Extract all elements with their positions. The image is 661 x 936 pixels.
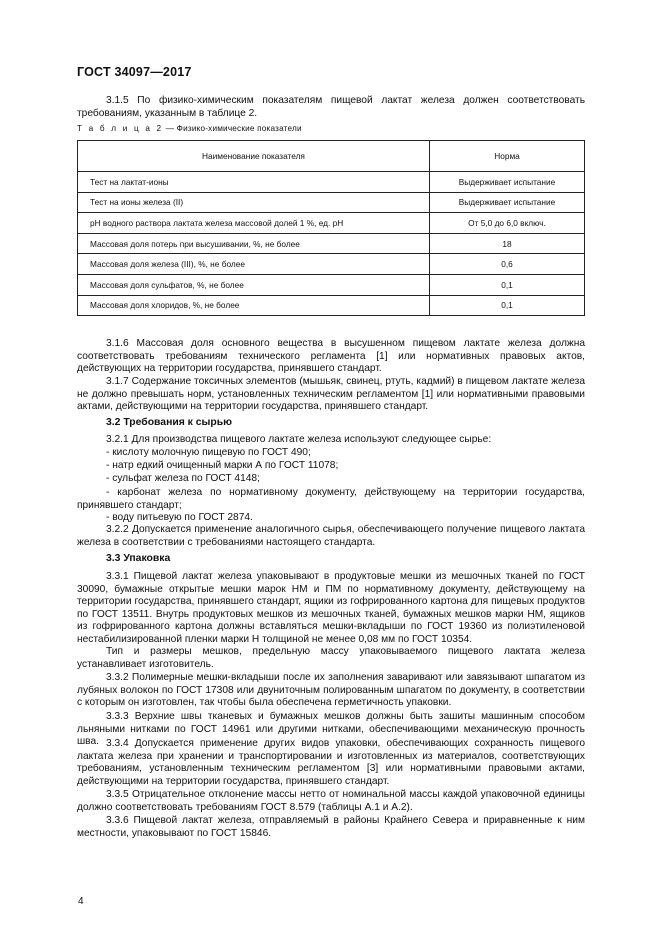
norm-cell: Выдерживает испытание <box>430 172 585 193</box>
section-heading-3-3: 3.3 Упаковка <box>106 553 171 564</box>
paragraph-3-1-6: 3.1.6 Массовая доля основного вещества в высушенном пищевом лактате железа должна соответствовать требованиям технического регламента [1] или нормативных правовых актов, действующих на территории государства, принявшего стандарт. <box>77 338 585 375</box>
list-item: - сульфат железа по ГОСТ 4148; <box>106 473 260 484</box>
list-item: - натр едкий очищенный марки А по ГОСТ 11078; <box>106 460 339 471</box>
norm-cell: 0,1 <box>430 295 585 316</box>
table-caption <box>77 124 302 133</box>
paragraph-3-3-5: 3.3.5 Отрицательное отклонение массы нетто от номинальной массы каждой упаковочной единицы должно соответствовать требованиям ГОСТ 8.579 (таблицы А.1 и А.2). <box>77 789 585 813</box>
table-row <box>78 192 585 213</box>
header-norm: Норма <box>430 141 585 172</box>
page-number: 4 <box>78 896 84 907</box>
table-header-row <box>78 141 585 172</box>
table-caption-prefix: Т а б л и ц а 2 <box>77 124 164 133</box>
table-row <box>78 274 585 295</box>
norm-cell: 0,1 <box>430 274 585 295</box>
norm-cell: 0,6 <box>430 254 585 275</box>
table-caption-text: — Физико-химические показатели <box>163 124 302 133</box>
document-header: ГОСТ 34097—2017 <box>77 65 192 79</box>
indicator-cell: Массовая доля сульфатов, %, не более <box>78 274 430 295</box>
list-item: - карбонат железа по нормативному документу, действующему на территории государства, принявшего стандарт; <box>77 487 585 511</box>
paragraph-3-2-2: 3.2.2 Допускается применение аналогичного сырья, обеспечивающего получение пищевого лактата железа в соответствии с требованиями настоящего стандарта. <box>77 524 585 548</box>
norm-cell: 18 <box>430 233 585 254</box>
paragraph-3-3-1-b: Тип и размеры мешков, предельную массу упаковываемого пищевого лактата железа устанавливает изготовитель. <box>77 646 585 670</box>
indicator-cell: Массовая доля хлоридов, %, не более <box>78 295 430 316</box>
indicator-cell: Тест на лактат-ионы <box>78 172 430 193</box>
table-row <box>78 213 585 234</box>
section-heading-3-2: 3.2 Требования к сырью <box>106 417 233 428</box>
paragraph-3-3-2: 3.3.2 Полимерные мешки-вкладыши после их заполнения заваривают или завязывают шпагатом из лубяных волокон по ГОСТ 17308 или двуниточным полированным шпагатом по документу, в соответствии с которым он изготовлен, так чтобы была обеспечена герметичность упаковки. <box>77 672 585 709</box>
physico-chemical-table <box>77 140 585 316</box>
indicator-cell: рН водного раствора лактата железа массовой долей 1 %, ед. рН <box>78 213 430 234</box>
table-row <box>78 295 585 316</box>
norm-cell: От 5,0 до 6,0 включ. <box>430 213 585 234</box>
paragraph-3-1-5: 3.1.5 По физико-химическим показателям пищевой лактат железа должен соответствовать требованиям, указанным в таблице 2. <box>77 95 585 119</box>
norm-cell: Выдерживает испытание <box>430 192 585 213</box>
paragraph-3-3-6: 3.3.6 Пищевой лактат железа, отправляемый в районы Крайнего Севера и приравненные к ним местности, упаковывают по ГОСТ 15846. <box>77 815 585 839</box>
indicator-cell: Массовая доля железа (III), %, не более <box>78 254 430 275</box>
paragraph-3-3-4: 3.3.4 Допускается применение других видов упаковки, обеспечивающих сохранность пищевого лактата железа при хранении и транспортировании и изготовленных из материалов, соответствующих требованиям, установленным техническим регламентом [3] или нормативными правовыми актами, действующими на территории государства, принявшего стандарт. <box>77 738 585 787</box>
paragraph-3-2-1: 3.2.1 Для производства пищевого лактате железа используют следующее сырье: <box>106 434 492 445</box>
indicator-cell: Массовая доля потерь при высушивании, %, не более <box>78 233 430 254</box>
paragraph-3-3-1: 3.3.1 Пищевой лактат железа упаковывают в продуктовые мешки из мешочных тканей по ГОСТ 30090, бумажные открытые мешки марок НМ и ПМ по нормативному документу, действующему на территории государства, принявшего стандарт, ящики из гофрированного картона для пищевых продуктов по ГОСТ 13511. Внутрь продуктовых мешков из мешочных тканей, бумажных мешков марки НМ, ящиков из гофрированного картона должны вставляться мешки-вкладыши по ГОСТ 19360 из полиэтиленовой нестабилизированной пленки марки Н толщиной не менее 0,08 мм по ГОСТ 10354. <box>77 571 585 645</box>
table-row <box>78 254 585 275</box>
paragraph-3-3-3: 3.3.3 Верхние швы тканевых и бумажных мешков должны быть зашиты машинным способом льняными нитками по ГОСТ 14961 или другими нитками, обеспечивающими механическую прочность шва. <box>77 711 585 748</box>
paragraph-3-1-7: 3.1.7 Содержание токсичных элементов (мышьяк, свинец, ртуть, кадмий) в пищевом лактате железа не должно превышать норм, установленных техническим регламентом [1] или нормативными правовыми актами, действующими на территории государства, принявшего стандарт. <box>77 376 585 413</box>
list-item: - кислоту молочную пищевую по ГОСТ 490; <box>106 447 311 458</box>
table-row <box>78 172 585 193</box>
header-indicator: Наименование показателя <box>78 141 430 172</box>
list-item: - воду питьевую по ГОСТ 2874. <box>106 512 253 523</box>
table-row <box>78 233 585 254</box>
indicator-cell: Тест на ионы железа (II) <box>78 192 430 213</box>
